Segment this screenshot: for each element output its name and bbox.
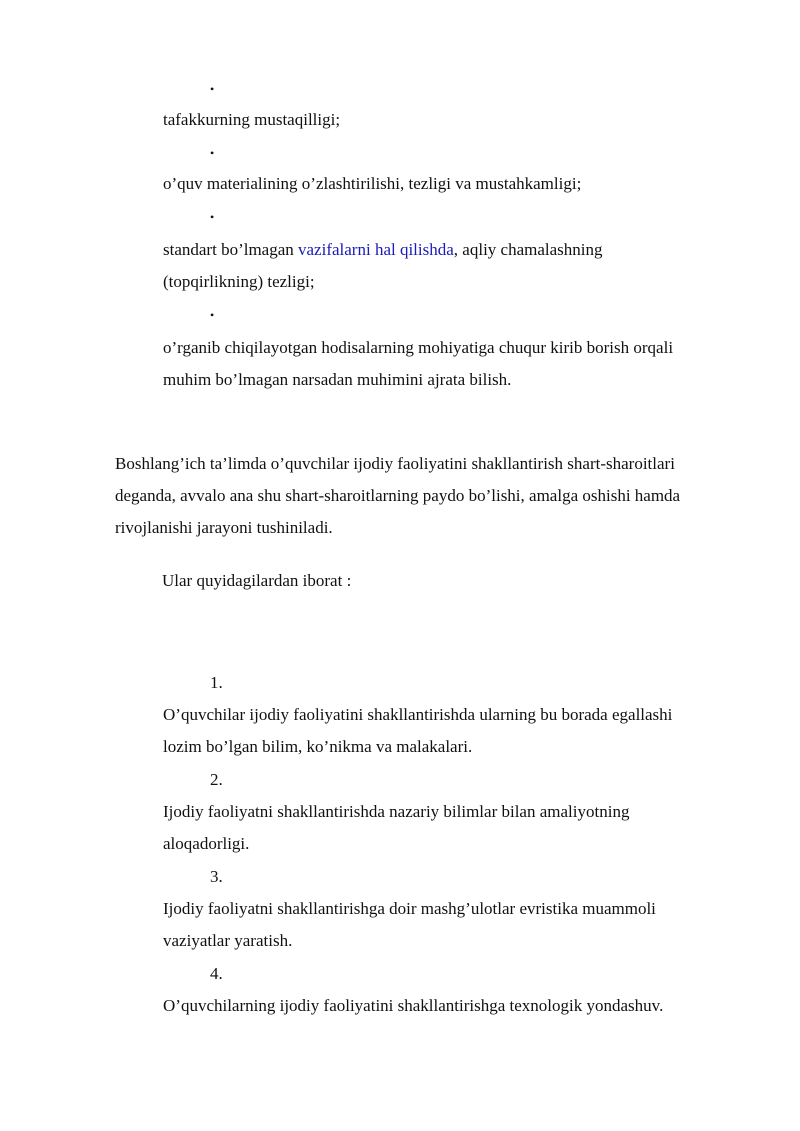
bullet-item-3-text-before: standart bo’lmagan xyxy=(163,240,299,259)
bullet-marker: • xyxy=(210,82,215,96)
list-number-1: 1. xyxy=(210,673,223,692)
numbered-item-3-line-1: Ijodiy faoliyatni shakllantirishga doir mashg’ulotlar evristika muammoli xyxy=(163,899,656,918)
paragraph-line-2: deganda, avvalo ana shu shart-sharoitlarning paydo bo’lishi, amalga oshishi hamda xyxy=(115,486,681,505)
numbered-item-2-line-2: aloqadorligi. xyxy=(163,834,250,853)
bullet-item-3-line-2: (topqirlikning) tezligi; xyxy=(163,272,315,291)
list-number-4: 4. xyxy=(210,964,223,983)
bullet-item-2-line-1: o’quv materialining o’zlashtirilishi, tezligi va mustahkamligi; xyxy=(163,174,582,193)
paragraph-line-3: rivojlanishi jarayoni tushiniladi. xyxy=(115,518,333,537)
bullet-item-3-line-1 xyxy=(163,240,603,260)
bullet-marker: • xyxy=(210,210,215,224)
bullet-marker: • xyxy=(210,308,215,322)
numbered-item-1-line-2: lozim bo’lgan bilim, ko’nikma va malakalari. xyxy=(163,737,473,756)
bullet-item-3-text-after: , aqliy chamalashning xyxy=(453,240,603,259)
numbered-item-1-line-1: O’quvchilar ijodiy faoliyatini shakllantirishda ularning bu borada egallashi xyxy=(163,705,673,724)
intro-text: Ular quyidagilardan iborat : xyxy=(162,571,352,590)
bullet-marker: • xyxy=(210,146,215,160)
bullet-item-4-line-1: o’rganib chiqilayotgan hodisalarning mohiyatiga chuqur kirib borish orqali xyxy=(163,338,674,357)
numbered-item-4-line-1: O’quvchilarning ijodiy faoliyatini shakllantirishga texnologik yondashuv. xyxy=(163,996,664,1015)
paragraph-line-1: Boshlang’ich ta’limda o’quvchilar ijodiy faoliyatini shakllantirish shart-sharoitlari xyxy=(115,454,675,473)
bullet-item-4-line-2: muhim bo’lmagan narsadan muhimini ajrata bilish. xyxy=(163,370,512,389)
vazifalar-link[interactable]: vazifalarni hal qilishda xyxy=(298,240,454,259)
numbered-item-2-line-1: Ijodiy faoliyatni shakllantirishda nazariy bilimlar bilan amaliyotning xyxy=(163,802,630,821)
numbered-item-3-line-2: vaziyatlar yaratish. xyxy=(163,931,293,950)
bullet-item-1-line-1: tafakkurning mustaqilligi; xyxy=(163,110,341,129)
list-number-2: 2. xyxy=(210,770,223,789)
list-number-3: 3. xyxy=(210,867,223,886)
